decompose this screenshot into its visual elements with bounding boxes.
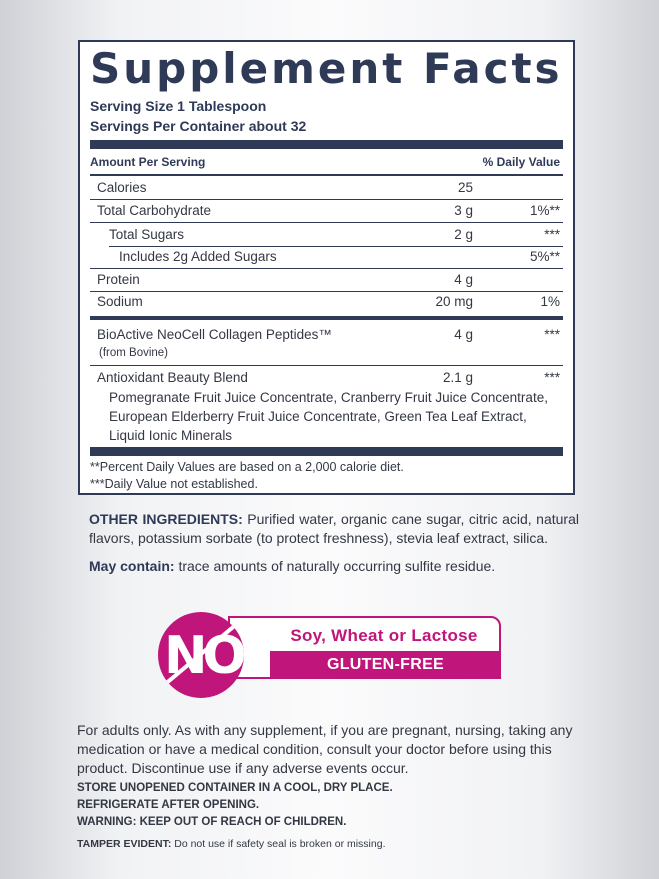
row-collagen-name: BioActive NeoCell Collagen Peptides™ — [97, 327, 332, 342]
row-blend-ingredients-line-1: Pomegranate Fruit Juice Concentrate, Cranberry Fruit Juice Concentrate, — [109, 390, 548, 405]
serving-size: Serving Size 1 Tablespoon — [90, 98, 267, 114]
row-blend-dv: *** — [544, 370, 560, 385]
other-ingredients-text: Purified water, organic cane sugar, citric acid, natural flavors, potassium sorbate (to protect freshness), stevia leaf extract, silica. — [89, 511, 579, 546]
row-carb-name: Total Carbohydrate — [97, 203, 212, 218]
row-sugars-dv: *** — [544, 227, 560, 242]
row-rule — [90, 222, 563, 223]
row-blend-name: Antioxidant Beauty Blend — [97, 370, 248, 385]
may-contain — [89, 557, 579, 576]
badge-pill — [228, 616, 501, 679]
divider-medium — [90, 316, 563, 320]
tamper-evident-label: TAMPER EVIDENT: — [77, 838, 172, 850]
row-blend-ingredients-line-2: European Elderberry Fruit Juice Concentrate, Green Tea Leaf Extract, — [109, 409, 527, 424]
supplement-facts-panel — [78, 40, 575, 495]
storage-line-2: REFRIGERATE AFTER OPENING. — [77, 799, 260, 811]
row-calories-name: Calories — [97, 180, 147, 195]
row-collagen-source: (from Bovine) — [99, 347, 169, 359]
row-sodium-name: Sodium — [97, 294, 143, 309]
header-daily-value: % Daily Value — [482, 155, 560, 169]
may-contain-text: trace amounts of naturally occurring sulfite residue. — [174, 558, 496, 574]
row-sodium-amount: 20 mg — [435, 294, 473, 309]
row-rule — [90, 291, 563, 292]
footnote-percent-dv: **Percent Daily Values are based on a 2,000 calorie diet. — [90, 460, 404, 474]
storage-line-1: STORE UNOPENED CONTAINER IN A COOL, DRY PLACE. — [77, 782, 393, 794]
row-carb-dv: 1%** — [529, 203, 560, 218]
badge-gluten-free: GLUTEN-FREE — [270, 651, 501, 679]
no-symbol-text: NO — [164, 626, 242, 686]
row-added-sugars-name: Includes 2g Added Sugars — [119, 249, 277, 264]
row-sodium-dv: 1% — [540, 294, 560, 309]
row-blend-ingredients-line-3: Liquid Ionic Minerals — [109, 428, 233, 443]
warning-children: WARNING: KEEP OUT OF REACH OF CHILDREN. — [77, 816, 347, 828]
advisory-text: For adults only. As with any supplement, if you are pregnant, nursing, taking any medication or have a medical condition, consult your doctor before using this product. Discontinue use if any adverse events occur. — [77, 722, 573, 776]
row-carb-amount: 3 g — [454, 203, 473, 218]
row-collagen-amount: 4 g — [454, 327, 473, 342]
row-rule — [90, 268, 563, 269]
row-calories-amount: 25 — [457, 180, 473, 195]
row-rule — [90, 199, 563, 200]
header-rule — [90, 174, 563, 176]
may-contain-label: May contain: — [89, 558, 175, 574]
other-ingredients — [89, 510, 579, 548]
other-ingredients-label: OTHER INGREDIENTS: — [89, 511, 243, 527]
row-protein-amount: 4 g — [454, 272, 473, 287]
row-sugars-name: Total Sugars — [109, 227, 185, 242]
row-rule — [90, 365, 563, 366]
panel-title: Supplement Facts — [90, 44, 563, 93]
footnote-dv-not-established: ***Daily Value not established. — [90, 477, 258, 491]
header-amount-per-serving: Amount Per Serving — [90, 155, 206, 169]
badge-soy-wheat-lactose: Soy, Wheat or Lactose — [290, 626, 478, 645]
divider-thick-top — [90, 140, 563, 149]
row-collagen-dv: *** — [544, 327, 560, 342]
row-added-sugars-dv: 5%** — [529, 249, 560, 264]
servings-per-container: Servings Per Container about 32 — [90, 118, 307, 134]
tamper-evident-text: Do not use if safety seal is broken or missing. — [171, 838, 386, 850]
row-sugars-amount: 2 g — [454, 227, 473, 242]
no-symbol-icon — [158, 612, 244, 698]
row-blend-amount: 2.1 g — [442, 370, 473, 385]
tamper-evident — [77, 838, 386, 850]
row-rule — [109, 246, 563, 247]
divider-thick-bottom — [90, 447, 563, 456]
row-protein-name: Protein — [97, 272, 140, 287]
